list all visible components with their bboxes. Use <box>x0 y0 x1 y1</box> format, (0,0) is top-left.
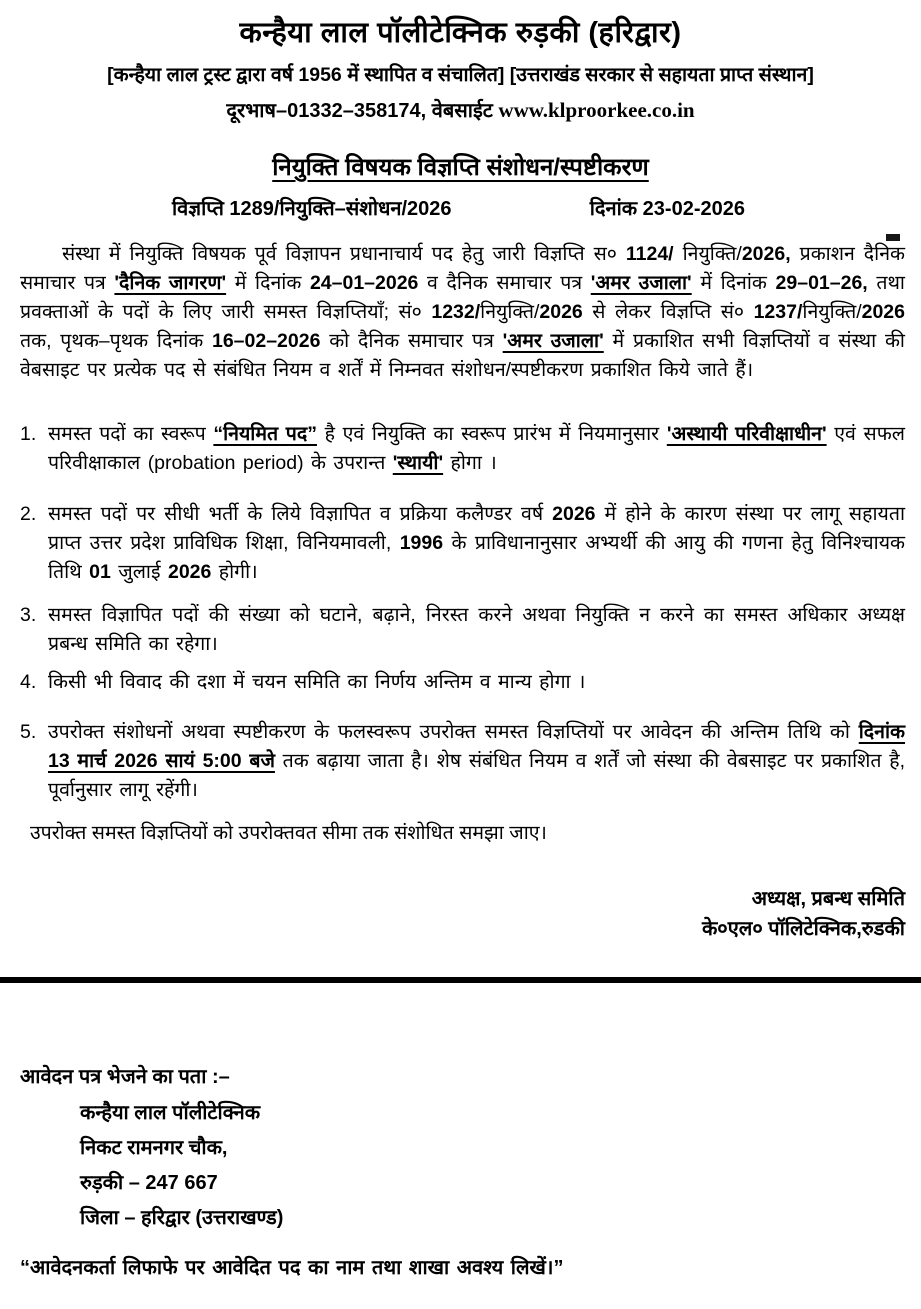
website-url: www.klproorkee.co.in <box>498 98 695 122</box>
intro-paragraph: संस्था में नियुक्ति विषयक पूर्व विज्ञापन प्रधानाचार्य पद हेतु जारी विज्ञप्ति स० 1124/ नियुक्ति/2026, प्रकाशन दैनिक समाचार पत्र 'दैनिक जागरण' में दिनांक 24–01–2026 व दैनिक समाचार पत्र 'अमर उजाला' में दिनांक 29–01–26, तथा प्रवक्ताओं के पदों के लिए जारी समस्त विज्ञप्तियाँ; सं० 1232/नियुक्ति/2026 से लेकर विज्ञप्ति सं० 1237/नियुक्ति/2026 तक, पृथक–पृथक दिनांक 16–02–2026 को दैनिक समाचार पत्र 'अमर उजाला' में प्रकाशित सभी विज्ञप्तियों व संस्था की वेबसाइट पर प्रत्येक पद से संबंधित नियम व शर्तें में निम्नवत संशोधन/स्पष्टीकरण प्रकाशित किये जाते हैं। <box>20 243 905 381</box>
list-item-2-number: 2. <box>20 503 37 525</box>
contact-line <box>0 96 921 123</box>
list-item-5-text: उपरोक्त संशोधनों अथवा स्पष्टीकरण के फलस्वरूप उपरोक्त समस्त विज्ञप्तियों पर आवेदन की अन्तिम तिथि को दिनांक 13 मार्च 2026 सायं 5:00 बजे तक बढ़ाया जाता है। शेष संबंधित नियम व शर्तें जो संस्था की वेबसाइट पर प्रकाशित है, पूर्वानुसार लागू रहेंगी। <box>48 721 905 801</box>
institute-name: कन्हैया लाल पॉलीटेक्निक रुड़की (हरिद्वार) <box>239 17 682 49</box>
address-heading: आवेदन पत्र भेजने का पता :– <box>20 1066 230 1088</box>
scan-artifact <box>886 234 900 241</box>
phone-label: दूरभाष–01332–358174, वेबसाईट <box>226 100 493 122</box>
list-item-2-text: समस्त पदों पर सीधी भर्ती के लिये विज्ञापित व प्रक्रिया कलैण्डर वर्ष 2026 में होने के कारण संस्था पर लागू सहायता प्राप्त उत्तर प्रदेश प्राविधिक शिक्षा, विनियमावली, 1996 के प्राविधानानुसार अभ्यर्थी की आयु की गणना हेतु विनिश्चायक तिथि 01 जुलाई 2026 होगी। <box>48 503 905 583</box>
signature-institute: के०एल० पॉलिटेक्निक,रुडकी <box>701 918 905 940</box>
list-item-4-text: किसी भी विवाद की दशा में चयन समिति का निर्णय अन्तिम व मान्य होगा । <box>48 671 586 693</box>
closing-line: उपरोक्त समस्त विज्ञप्तियों को उपरोक्तवत सीमा तक संशोधित समझा जाए। <box>30 822 547 844</box>
address-line-city-pin: रुड़की – 247 667 <box>80 1172 218 1194</box>
list-item-1 <box>20 420 905 478</box>
footer-note: “आवेदनकर्ता लिफाफे पर आवेदित पद का नाम तथा शाखा अवश्य लिखें।” <box>20 1257 564 1279</box>
list-item-5 <box>20 718 905 805</box>
list-item-1-number: 1. <box>20 423 37 445</box>
list-item-3-text: समस्त विज्ञापित पदों की संख्या को घटाने, बढ़ाने, निरस्त करने अथवा नियुक्ति न करने का समस्त अधिकार अध्यक्ष प्रबन्ध समिति का रहेगा। <box>48 604 905 655</box>
list-item-3 <box>20 601 905 659</box>
list-item-4 <box>20 668 905 697</box>
address-line-landmark: निकट रामनगर चौक, <box>80 1137 228 1159</box>
notice-title: नियुक्ति विषयक विज्ञप्ति संशोधन/स्पष्टीकरण <box>272 154 649 181</box>
list-item-4-number: 4. <box>20 671 37 693</box>
address-line-district: जिला – हरिद्वार (उत्तराखण्ड) <box>80 1207 284 1229</box>
list-item-5-number: 5. <box>20 721 37 743</box>
address-line-institute: कन्हैया लाल पॉलीटेक्निक <box>80 1102 261 1124</box>
establishment-line: [कन्हैया लाल ट्रस्ट द्वारा वर्ष 1956 में स्थापित व संचालित] [उत्तराखंड सरकार से सहायता प्राप्त संस्थान] <box>107 64 814 86</box>
reference-number: विज्ञप्ति 1289/नियुक्ति–संशोधन/2026 <box>172 198 452 220</box>
horizontal-divider <box>0 977 921 983</box>
list-item-3-number: 3. <box>20 604 37 626</box>
reference-row <box>0 194 921 221</box>
list-item-1-text: समस्त पदों का स्वरूप “नियमित पद” है एवं नियुक्ति का स्वरूप प्रारंभ में नियमानुसार 'अस्थायी परिवीक्षाधीन' एवं सफल परिवीक्षाकाल (probation period) के उपरान्त 'स्थायी' होगा । <box>48 423 905 474</box>
signature-block <box>400 884 905 944</box>
signature-designation: अध्यक्ष, प्रबन्ध समिति <box>751 888 905 910</box>
list-item-2 <box>20 500 905 587</box>
notice-date: दिनांक 23-02-2026 <box>589 198 745 220</box>
